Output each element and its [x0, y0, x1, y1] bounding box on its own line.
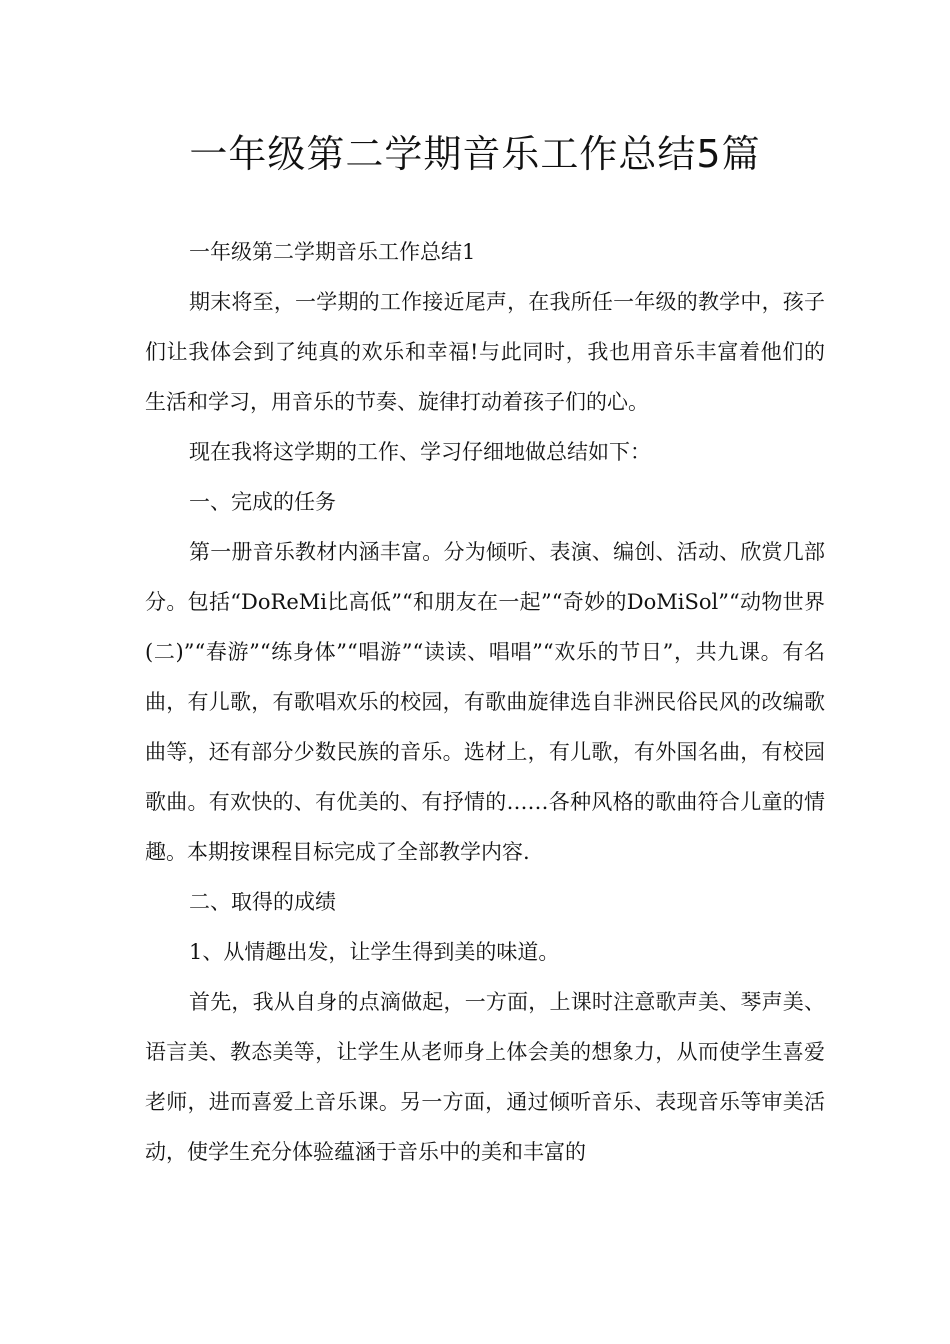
subheading-interest: 1、从情趣出发，让学生得到美的味道。 — [189, 940, 560, 964]
paragraph-first: 首先，我从自身的点滴做起，一方面，上课时注意歌声美、琴声美、语言美、教态美等，让学生从老师身上体会美的想象力，从而使学生喜爱老师，进而喜爱上音乐课。另一方面，通过倾听音乐、表现音乐等审美活动，使学生充分体验蕴涵于音乐中的美和丰富的 — [145, 990, 825, 1164]
section-heading-tasks: 一、完成的任务 — [189, 490, 336, 514]
document-body — [145, 227, 825, 1177]
section-heading-achievements: 二、取得的成绩 — [189, 890, 336, 914]
paragraph-summary-lead: 现在我将这学期的工作、学习仔细地做总结如下： — [189, 440, 651, 464]
paragraph-tasks: 第一册音乐教材内涵丰富。分为倾听、表演、编创、活动、欣赏几部分。包括“DoReMi比高低”“和朋友在一起”“奇妙的DoMiSol”“动物世界(二)”“春游”“练身体”“唱游”“读读、唱唱”“欢乐的节日”，共九课。有名曲，有儿歌，有歌唱欢乐的校园，有歌曲旋律选自非洲民俗民风的改编歌曲等，还有部分少数民族的音乐。选材上，有儿歌，有外国名曲，有校园歌曲。有欢快的、有优美的、有抒情的……各种风格的歌曲符合儿童的情趣。本期按课程目标完成了全部教学内容. — [145, 540, 825, 864]
document-title: 一年级第二学期音乐工作总结5篇 — [189, 132, 761, 176]
paragraph-intro: 期末将至，一学期的工作接近尾声，在我所任一年级的教学中，孩子们让我体会到了纯真的欢乐和幸福!与此同时，我也用音乐丰富着他们的生活和学习，用音乐的节奏、旋律打动着孩子们的心。 — [145, 290, 825, 414]
section-heading-summary-1: 一年级第二学期音乐工作总结1 — [189, 240, 476, 264]
